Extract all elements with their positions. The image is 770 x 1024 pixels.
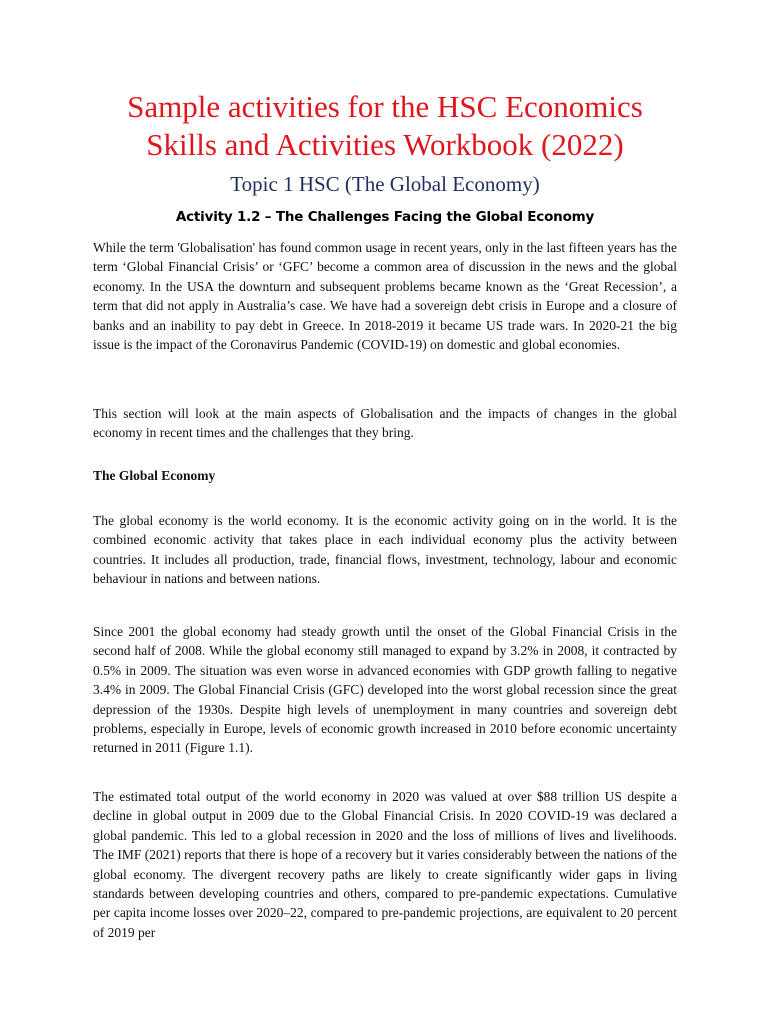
section-overview-paragraph: This section will look at the main aspects of Globalisation and the impacts of changes in the global economy in recent times and the challenges that they bring. [93, 406, 677, 441]
global-economy-definition-paragraph: The global economy is the world economy. It is the economic activity going on in the world. It is the combined economic activity that takes place in each individual economy plus the activity between countries. It includes all production, trade, financial flows, investment, technology, labour and economic behaviour in nations and between nations. [93, 513, 677, 587]
section-heading: The Global Economy [93, 468, 216, 483]
activity-heading: Activity 1.2 – The Challenges Facing the Global Economy [175, 209, 595, 225]
title-line-2: Skills and Activities Workbook (2022) [146, 127, 624, 162]
gfc-history-paragraph: Since 2001 the global economy had steady growth until the onset of the Global Financial Crisis in the second half of 2008. While the global economy still managed to expand by 3.2% in 2008, it contracted by 0.5% in 2009. The situation was even worse in advanced economies with GDP growth falling to negative 3.4% in 2009. The Global Financial Crisis (GFC) developed into the worst global recession since the great depression of the 1930s. Despite high levels of unemployment in many countries and sovereign debt problems, especially in Europe, levels of economic growth increased in 2010 before economic uncertainty returned in 2011 (Figure 1.1). [93, 624, 677, 756]
page-title [60, 88, 710, 164]
intro-paragraph: While the term 'Globalisation' has found common usage in recent years, only in the last fifteen years has the term ‘Global Financial Crisis’ or ‘GFC’ become a common area of discussion in the news and the global economy. In the USA the downturn and subsequent problems became known as the ‘Great Recession’, a term that did not apply in Australia’s case. We have had a sovereign debt crisis in Europe and a closure of banks and an inability to pay debt in Greece. In 2018-2019 it became US trade wars. In 2020-21 the big issue is the impact of the Coronavirus Pandemic (COVID-19) on domestic and global economies. [93, 240, 677, 353]
topic-subtitle: Topic 1 HSC (The Global Economy) [230, 172, 540, 196]
world-output-paragraph: The estimated total output of the world economy in 2020 was valued at over $88 trillion US despite a decline in global output in 2009 due to the Global Financial Crisis. In 2020 COVID-19 was declared a global pandemic. This led to a global recession in 2020 and the loss of millions of lives and livelihoods. The IMF (2021) reports that there is hope of a recovery but it varies considerably between the nations of the global economy. The divergent recovery paths are likely to create significantly wider gaps in living standards between developing countries and others, compared to pre-pandemic expectations. Cumulative per capita income losses over 2020–22, compared to pre-pandemic projections, are equivalent to 20 percent of 2019 per [93, 789, 677, 940]
title-line-1: Sample activities for the HSC Economics [127, 89, 643, 124]
